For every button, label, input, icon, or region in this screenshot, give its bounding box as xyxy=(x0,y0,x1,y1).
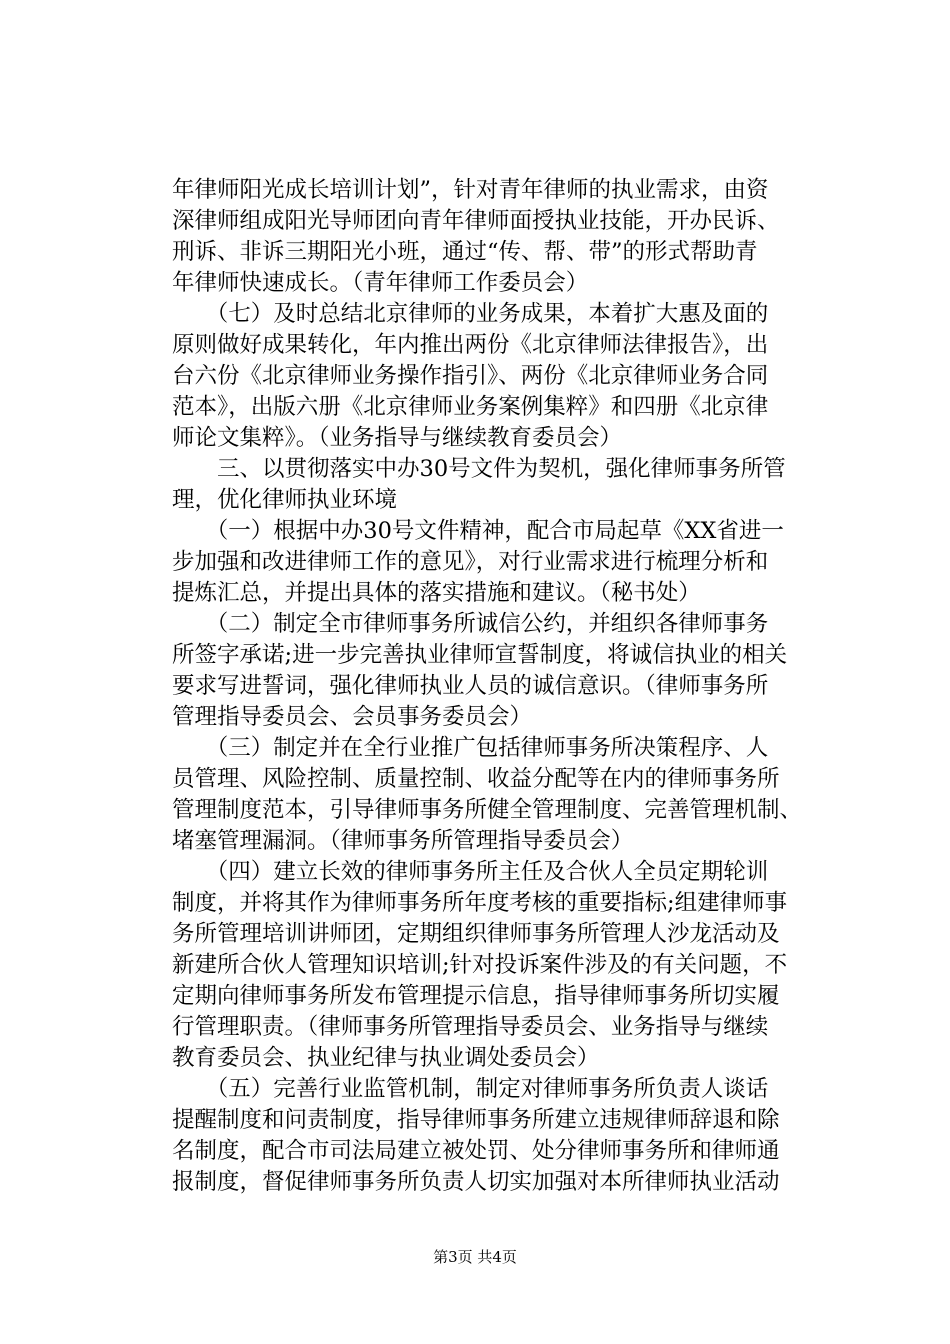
text-line: 员管理、风险控制、质量控制、收益分配等在内的律师事务所 xyxy=(172,766,780,792)
text-line: 刑诉、非诉三期阳光小班，通过“传、帮、带”的形式帮助青 xyxy=(172,239,758,265)
text-line: 要求写进誓词，强化律师执业人员的诚信意识。（律师事务所 xyxy=(172,673,769,699)
text-line: （四）建立长效的律师事务所主任及合伙人全员定期轮训 xyxy=(172,859,769,885)
text-line: 步加强和改进律师工作的意见》，对行业需求进行梳理分析和 xyxy=(172,549,769,575)
text-line: （七）及时总结北京律师的业务成果，本着扩大惠及面的 xyxy=(172,301,769,327)
text-line: 深律师组成阳光导师团向青年律师面授执业技能，开办民诉、 xyxy=(172,208,780,234)
text-line: 务所管理培训讲师团，定期组织律师事务所管理人沙龙活动及 xyxy=(172,921,780,947)
text-line: 师论文集粹》。（业务指导与继续教育委员会） xyxy=(172,425,623,451)
text-line: 所签字承诺;进一步完善执业律师宣誓制度，将诚信执业的相关 xyxy=(172,642,788,668)
text-line: （三）制定并在全行业推广包括律师事务所决策程序、人 xyxy=(172,735,769,761)
text-line: 原则做好成果转化，年内推出两份《北京律师法律报告》，出 xyxy=(172,332,769,358)
text-line: 教育委员会、执业纪律与执业调处委员会） xyxy=(172,1045,600,1071)
text-line: 行管理职责。（律师事务所管理指导委员会、业务指导与继续 xyxy=(172,1014,769,1040)
text-line: 堵塞管理漏洞。（律师事务所管理指导委员会） xyxy=(172,828,634,854)
text-line: 提醒制度和问责制度，指导律师事务所建立违规律师辞退和除 xyxy=(172,1107,780,1133)
text-line: 提炼汇总，并提出具体的落实措施和建议。（秘书处） xyxy=(172,580,701,606)
text-line: 名制度，配合市司法局建立被处罚、处分律师事务所和律师通 xyxy=(172,1138,780,1164)
text-line: （二）制定全市律师事务所诚信公约，并组织各律师事务 xyxy=(172,611,769,637)
text-line: 定期向律师事务所发布管理提示信息，指导律师事务所切实履 xyxy=(172,983,780,1009)
text-line: 年律师快速成长。（青年律师工作委员会） xyxy=(172,270,589,296)
text-line: 年律师阳光成长培训计划”，针对青年律师的执业需求，由资 xyxy=(172,177,769,203)
text-line: 新建所合伙人管理知识培训;针对投诉案件涉及的有关问题，不 xyxy=(172,952,788,978)
text-line: 管理制度范本，引导律师事务所健全管理制度、完善管理机制、 xyxy=(172,797,803,823)
section-heading: 理，优化律师执业环境 xyxy=(172,487,398,513)
text-line: （一）根据中办30号文件精神，配合市局起草《XX省进一 xyxy=(172,518,784,544)
text-line: 报制度，督促律师事务所负责人切实加强对本所律师执业活动 xyxy=(172,1169,780,1195)
section-heading: 三、以贯彻落实中办30号文件为契机，强化律师事务所管 xyxy=(172,456,786,482)
text-line: 管理指导委员会、会员事务委员会） xyxy=(172,704,533,730)
page-number-footer: 第3页 共4页 xyxy=(433,1248,517,1266)
text-line: 台六份《北京律师业务操作指引》、两份《北京律师业务合同 xyxy=(172,363,769,389)
text-line: 制度，并将其作为律师事务所年度考核的重要指标;组建律师事 xyxy=(172,890,788,916)
text-line: （五）完善行业监管机制，制定对律师事务所负责人谈话 xyxy=(172,1076,769,1102)
text-line: 范本》，出版六册《北京律师业务案例集粹》和四册《北京律 xyxy=(172,394,769,420)
